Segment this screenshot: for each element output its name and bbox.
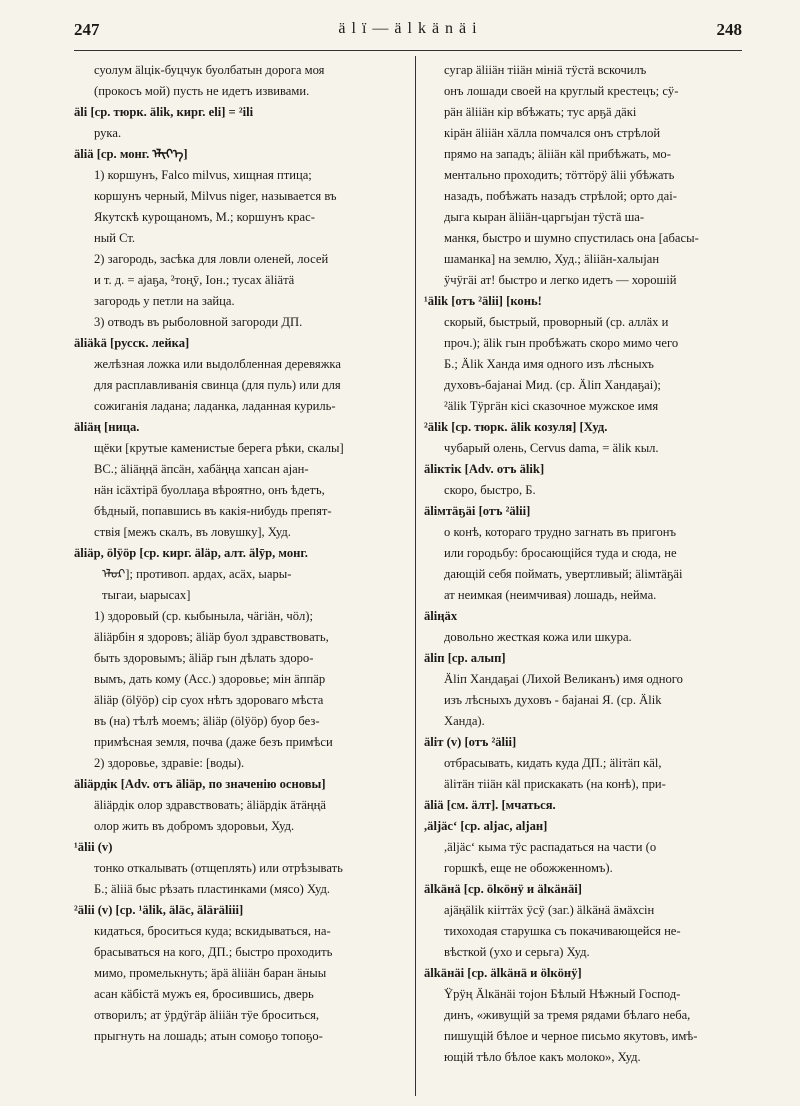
entry-text-line: Äliп Хандаҕаi (Лихой Великанъ) имя одного	[444, 672, 683, 686]
entry-text-line: для расплавливанія свинца (для пуль) или для	[94, 378, 341, 392]
entry-text-line: Якутскѣ курощаномъ, М.; коршунъ крас-	[94, 210, 315, 224]
entry-text-line: загородь у петли на зайца.	[94, 294, 235, 308]
entry-text-line: сугар äliiäн тiiäн мiнiä тÿстä вскочилъ	[444, 63, 647, 77]
entry-text-line: быть здоровымъ; äliäр гын дѣлать здоро-	[94, 651, 314, 665]
entry-text-line: динъ, «живущій за тремя рядами бѣлаго неба,	[444, 1008, 691, 1022]
right-column	[424, 60, 746, 1068]
entry-text-line: ajäңälik кiiттäх ÿсÿ (заг.) älkäнä äмäхсiн	[444, 903, 655, 917]
entry-headword-line: ²älii (v) [ср. ¹älik, äläc, äläräliii]	[74, 903, 244, 917]
entry-text-line: въ (на) тѣлѣ моемъ; äliäр (ölÿöр) буор без-	[94, 714, 320, 728]
entry-text-line: бѣдный, попавшись въ какія-нибудь препят-	[94, 504, 332, 518]
entry-headword-line: äliäң [ница.	[74, 420, 140, 434]
entry-headword-line: ²älik [ср. тюрк. älik козуля] [Худ.	[424, 420, 608, 434]
entry-text-line: горшкѣ, еще не обожженномъ).	[444, 861, 613, 875]
entry-text-line: скоро, быстро, Б.	[444, 483, 536, 497]
entry-text-line: тонко откалывать (отщеплять) или отрѣзывать	[94, 861, 343, 875]
entry-text-line: щёки [крутые каменистые берега рѣки, скалы]	[94, 441, 344, 455]
entry-headword-line: älkäнä [ср. ölкöнÿ и älкäнäi]	[424, 882, 582, 896]
entry-text-line: 2) здоровье, здравіе: [воды).	[94, 756, 245, 770]
entry-headword-line: äliä [ср. монг. ᠡᠯᠢᠶ᠎ᠡ]	[74, 147, 188, 161]
page-header	[74, 14, 742, 42]
running-title: ä l ï — ä l k ä n ä i	[338, 20, 478, 37]
entry-text-line: ВС.; äliäңңä äпсäн, хабäңңа хапсан ajан-	[94, 462, 309, 476]
right-page-number: 248	[716, 20, 742, 39]
entry-text-line: 1) здоровый (ср. кыбыныла, чäгiäн, чöл);	[94, 609, 314, 623]
entry-text-line: ᠡᠯᠦᠷ]; противоп. ардах, асäх, ыары-	[102, 567, 292, 581]
entry-text-line: манкя, быстро и шумно спустилась она [абасы-	[444, 231, 699, 245]
entry-text-line: ат неимкая (неимчивая) лошадь, неймa.	[444, 588, 657, 602]
entry-text-line: 3) отводъ въ рыболовной загороди ДП.	[94, 315, 303, 329]
entry-text-line: примѣсная земля, почва (даже безъ примѣси	[94, 735, 333, 749]
entry-text-line: прыгнуть на лошадь; атын сомоҕо топоҕо-	[94, 1029, 323, 1043]
entry-headword-line: äliäр, ölÿöр [ср. кирг. äläр, алт. älӯр, монг.	[74, 546, 308, 560]
entry-text-line: Ÿрÿң Älкäнäi тojон Бѣлый Нѣжный Господ-	[444, 987, 681, 1001]
entry-text-line: шаманка] на землю, Худ.; äliiäн-халыjан	[444, 252, 660, 266]
entry-text-line: скорый, быстрый, проворный (ср. аллäх и	[444, 315, 669, 329]
entry-text-line: рука.	[94, 126, 122, 140]
entry-text-line: Б.; äliiä быс рѣзать пластинками (мясо) Худ.	[94, 882, 331, 896]
entry-text-line: коршунъ черный, Milvus niger, называется въ	[94, 189, 337, 203]
entry-headword-line: äliт (v) [отъ ²älii]	[424, 735, 517, 749]
column-divider	[415, 56, 416, 1096]
entry-headword-line: äliңäх	[424, 609, 458, 623]
entry-text-line: äliäрбiн я здоровъ; äliäр буол здравствовать,	[94, 630, 329, 644]
entry-text-line: 2) загородь, засѣка для ловли оленей, лосей	[94, 252, 329, 266]
entry-text-line: суолум älцiк-буцчук буолбатын дорога моя	[94, 63, 325, 77]
entry-text-line: чубарый олень, Cervus dama, = älik кыл.	[444, 441, 659, 455]
entry-text-line: асан кäбiстä мужъ ея, бросившись, дверь	[94, 987, 314, 1001]
entry-text-line: тыгаи, ыарысах]	[102, 588, 191, 602]
entry-text-line: (прокосъ мой) пусть не идетъ извивами.	[94, 84, 310, 98]
entry-headword-line: äli [ср. тюрк. älik, кирг. eli] = ²ili	[74, 105, 254, 119]
entry-text-line: желѣзная ложка или выдолбленная деревяжка	[94, 357, 341, 371]
entry-headword-line: äliäkä [русск. лейка]	[74, 336, 190, 350]
entry-headword-line: äliп [ср. алып]	[424, 651, 506, 665]
entry-text-line: кидаться, броситься куда; вскидываться, на-	[94, 924, 331, 938]
entry-text-line: ,äljäc‘ кыма тÿс распадаться на части (о	[444, 840, 657, 854]
entry-text-line: довольно жесткая кожа или шкура.	[444, 630, 632, 644]
left-column	[74, 60, 404, 1047]
entry-text-line: дающій себя поймать, увертливый; äliмтäҕäi	[444, 567, 683, 581]
entry-text-line: отбрасывать, кидать куда ДП.; äliтäп кäl,	[444, 756, 662, 770]
entry-headword-line: älkäнäi [ср. älkäнä и ölкöнÿ]	[424, 966, 582, 980]
entry-text-line: о конѣ, котораго трудно загнать въ пригонъ	[444, 525, 677, 539]
entry-headword-line: ,äljäc‘ [ср. aljac, aljан]	[424, 819, 548, 833]
entry-text-line: мимо, промелькнуть; äрä äliiäн баран äныы	[94, 966, 327, 980]
entry-text-line: 1) коршунъ, Falco milvus, хищная птица;	[94, 168, 312, 182]
entry-headword-line: ¹älik [отъ ²älii] [конь!	[424, 294, 542, 308]
entry-text-line: или городьбу: бросающійся туда и сюда, не	[444, 546, 677, 560]
entry-headword-line: äliä [см. äлт]. [мчаться.	[424, 798, 556, 812]
entry-text-line: онъ лошади своей на круглый крестецъ; сÿ-	[444, 84, 679, 98]
entry-text-line: прямо на западъ; äliiäн кäl прибѣжать, мо-	[444, 147, 671, 161]
entry-text-line: äliäр (ölÿöр) ciр суох нѣтъ здороваго мѣста	[94, 693, 324, 707]
entry-text-line: пишущій бѣлое и черное письмо якутовъ, имѣ-	[444, 1029, 698, 1043]
entry-text-line: ющій тѣло бѣлое какъ молоко», Худ.	[444, 1050, 641, 1064]
header-rule	[74, 50, 742, 51]
entry-text-line: ствія [межъ скалъ, въ ловушку], Худ.	[94, 525, 291, 539]
entry-text-line: отворилъ; ат ÿрдÿгäр äliiäн тÿе броситься,	[94, 1008, 320, 1022]
entry-text-line: сожиганія ладана; ладанка, ладанная куриль-	[94, 399, 336, 413]
entry-text-line: кiрäн äliiäн хäлла помчался онъ стрѣлой	[444, 126, 661, 140]
entry-text-line: тихоходая старушка съ покачивающейся не-	[444, 924, 681, 938]
entry-headword-line: äliмтäҕäi [отъ ²älii]	[424, 504, 531, 518]
entry-text-line: олор жить въ добромъ здоровьи, Худ.	[94, 819, 295, 833]
entry-text-line: духовъ-баjанаi Мид. (ср. Äliп Хандаҕаi);	[444, 378, 661, 392]
entry-headword-line: äliктiк [Adv. отъ älik]	[424, 462, 545, 476]
entry-text-line: ный Ст.	[94, 231, 136, 245]
entry-headword-line: äliäрдiк [Adv. отъ äliäр, по значенію основы]	[74, 777, 326, 791]
entry-text-line: äliäрдiк олор здравствовать; äliäрдiк äтäңңä	[94, 798, 326, 812]
entry-text-line: ²älik Тÿргäн кiсi сказочное мужское имя	[444, 399, 659, 413]
entry-text-line: ÿчÿгäi ат! быстро и легко идетъ — хорошій	[444, 273, 677, 287]
entry-text-line: брасываться на кого, ДП.; быстро проходить	[94, 945, 333, 959]
left-page-number: 247	[74, 20, 100, 39]
entry-text-line: нäн ісäхтiрä буоллаҕа вѣроятно, онъ ѣдетъ,	[94, 483, 325, 497]
entry-text-line: ментально проходить; тöттöрÿ älii убѣжать	[444, 168, 675, 182]
entry-text-line: назадъ, побѣжать назадъ стрѣлой; орто даi-	[444, 189, 677, 203]
entry-text-line: проч.); älik гын пробѣжать скоро мимо чего	[444, 336, 679, 350]
entry-text-line: и т. д. = ajaҕа, ²тоңӯ, Іон.; тусах äliäтä	[94, 273, 295, 287]
entry-text-line: дыга кыран äliiäн-царгыjан тÿстä ша-	[444, 210, 645, 224]
entry-text-line: äliтäн тiiäн кäl прискакать (на конѣ), при-	[444, 777, 666, 791]
entry-text-line: Б.; Älik Ханда имя одного изъ лѣсныхъ	[444, 357, 654, 371]
entry-text-line: вымъ, дать кому (Асс.) здоровье; мiн äппäр	[94, 672, 326, 686]
entry-text-line: Ханда).	[444, 714, 485, 728]
entry-text-line: рäн äliiäн кiр вбѣжать; тус арҕä дäкi	[444, 105, 637, 119]
entry-text-line: изъ лѣсныхъ духовъ - баjанаi Я. (ср. Älik	[444, 693, 662, 707]
entry-text-line: вѣсткой (ухо и серьга) Худ.	[444, 945, 590, 959]
entry-headword-line: ¹älii (v)	[74, 840, 113, 854]
